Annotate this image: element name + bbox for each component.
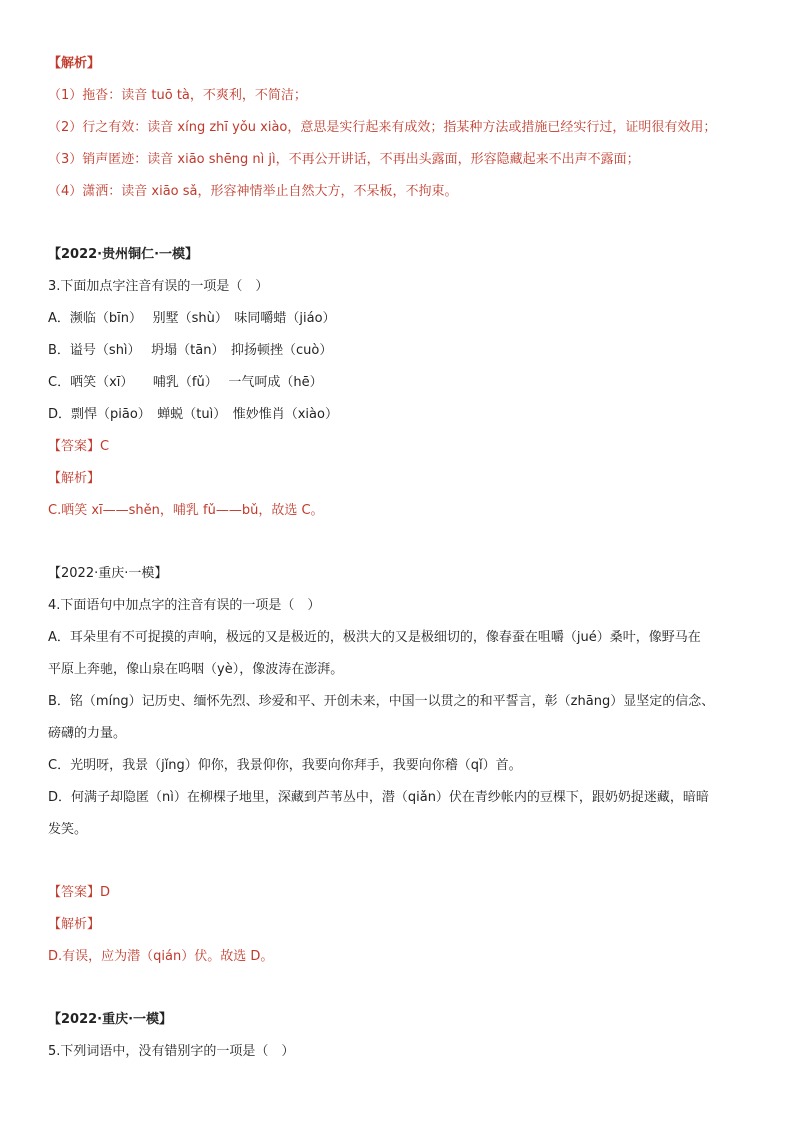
q3-stem: 3.下面加点字注音有误的一项是（ ） [48,279,269,294]
q4-option-b-line1: B．铭（míng）记历史、缅怀先烈、珍爱和平、开创未来，中国一以贯之的和平誓言，彰（zhāng）显坚定的信念、 [48,694,715,709]
q3-analysis-label: 【解析】 [48,471,101,486]
q4-stem: 4.下面语句中加点字的注音有误的一项是（ ） [48,598,321,613]
q3-answer-label: 【答案】 [48,439,101,454]
q4-answer-label: 【答案】 [48,885,101,900]
q4-analysis-label: 【解析】 [48,917,101,932]
q4-option-b-line2: 磅礴的力量。 [48,726,127,741]
q3-answer-value: C [100,439,110,454]
q3-source: 【2022·贵州铜仁·一模】 [48,247,199,262]
analysis-line-1: （1）拖沓：读音 tuō tà，不爽利，不简洁； [48,88,307,103]
q4-option-d-line1: D．何满子却隐匿（nì）在柳棵子地里，深藏到芦苇丛中，潜（qiǎn）伏在青纱帐内的豆棵下，跟奶奶捉迷藏，暗暗 [48,790,709,805]
q3-option-b: B．谥号（shì） 坍塌（tān） 抑扬顿挫（cuò） [48,343,333,358]
q3-analysis: C.哂笑 xī——shěn，哺乳 fǔ——bǔ，故选 C。 [48,503,324,518]
q5-source: 【2022·重庆·一模】 [48,1012,173,1027]
q4-analysis: D.有误，应为潜（qián）伏。故选 D。 [48,949,274,964]
q3-option-a: A．濒临（bīn） 别墅（shù） 味同嚼蜡（jiáo） [48,311,336,326]
q3-option-d: D．剽悍（piāo） 蝉蜕（tuì） 惟妙惟肖（xiào） [48,407,338,422]
analysis-label: 【解析】 [48,56,101,71]
analysis-line-4: （4）潇洒：读音 xiāo sǎ，形容神情举止自然大方，不呆板，不拘束。 [48,184,458,199]
q4-answer [48,884,110,902]
q4-option-a-line1: A．耳朵里有不可捉摸的声响，极远的又是极近的，极洪大的又是极细切的，像春蚕在咀嚼（jué）桑叶，像野马在 [48,630,701,645]
q4-option-d-line2: 发笑。 [48,822,88,837]
q3-answer [48,438,109,456]
q5-stem: 5.下列词语中，没有错别字的一项是（ ） [48,1044,295,1059]
analysis-line-3: （3）销声匿迹：读音 xiāo shēng nì jì，不再公开讲话，不再出头露面，形容隐藏起来不出声不露面； [48,152,640,167]
q4-option-c: C．光明呀，我景（jǐng）仰你，我景仰你，我要向你拜手，我要向你稽（qǐ）首。 [48,758,522,773]
q4-answer-value: D [100,885,111,900]
q4-source: 【2022·重庆·一模】 [48,566,168,581]
q4-option-a-line2: 平原上奔驰，像山泉在呜咽（yè），像波涛在澎湃。 [48,662,344,677]
analysis-line-2: （2）行之有效：读音 xíng zhī yǒu xiào，意思是实行起来有成效；指某种方法或措施已经实行过，证明很有效用； [48,120,717,135]
q3-option-c: C．哂笑（xī） 哺乳（fǔ） 一气呵成（hē） [48,375,323,390]
